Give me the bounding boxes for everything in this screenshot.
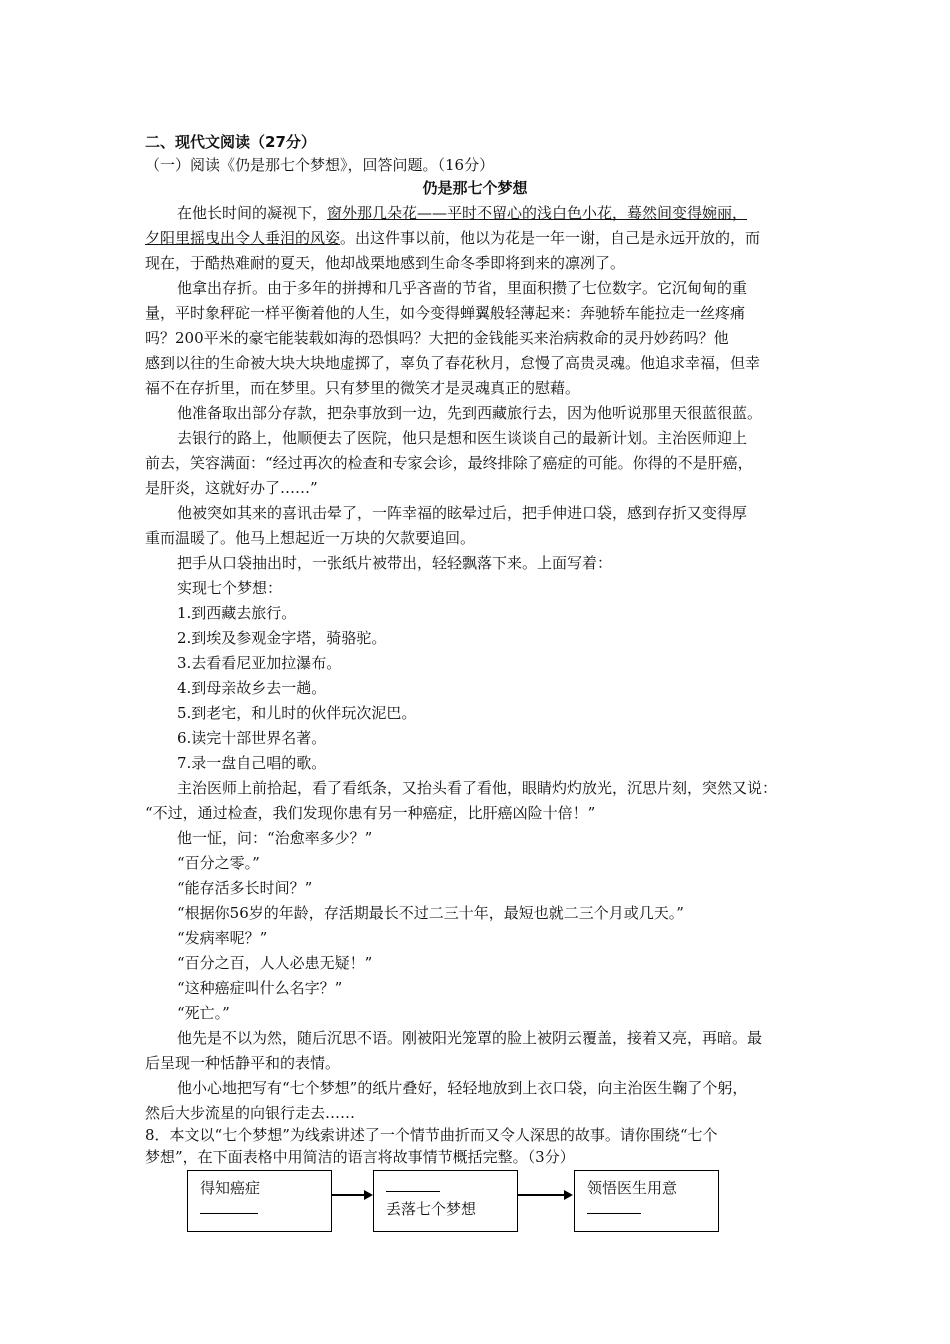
underlined-text: 夕阳里摇曳出令人垂泪的风姿: [145, 229, 341, 247]
paragraph-line: “能存活多长时间？”: [177, 879, 313, 897]
paragraph-line: 他被突如其来的喜讯击晕了，一阵幸福的眩晕过后，把手伸进口袋，感到存折又变得厚: [177, 504, 748, 522]
flow-box-1: [187, 1170, 332, 1232]
paragraph-line: “这种癌症叫什么名字？”: [177, 979, 343, 997]
paragraph-line: 把手从口袋抽出时，一张纸片被带出，轻轻飘落下来。上面写着：: [177, 554, 613, 572]
answer-blank[interactable]: [386, 1191, 440, 1192]
paragraph-text: 。出这件事以前，他以为花是一年一谢，自己是永远开放的，而: [340, 229, 761, 247]
paragraph-line: 主治医师上前拾起，看了看纸条，又抬头看了看他，眼睛灼灼放光，沉思片刻，突然又说：: [177, 779, 778, 797]
flow-box-label: 领悟医生用意: [587, 1179, 678, 1197]
paragraph-line: “根据你56岁的年龄，存活期最长不过二三十年，最短也就二三个月或几天。”: [177, 904, 684, 922]
paragraph-line: 3.去看看尼亚加拉瀑布。: [177, 654, 342, 672]
paragraph-line: 是肝炎，这就好办了……”: [145, 479, 318, 497]
paragraph-line: 实现七个梦想：: [177, 579, 283, 597]
flow-box-label: 丢落七个梦想: [386, 1200, 477, 1218]
arrow-head-icon: [564, 1190, 573, 1200]
paragraph-line: 吗？200平米的豪宅能装载如海的恐惧吗？大把的金钱能买来治病救命的灵丹妙药吗？他: [145, 329, 729, 347]
paragraph-line: 5.到老宅，和儿时的伙伴玩次泥巴。: [177, 704, 417, 722]
paragraph-line: 前去，笑容满面：“经过再次的检查和专家会诊，最终排除了癌症的可能。你得的不是肝癌，: [145, 454, 753, 472]
paragraph-line: 去银行的路上，他顺便去了医院，他只是想和医生谈谈自己的最新计划。主治医师迎上: [177, 429, 748, 447]
question-line: 8．本文以“七个梦想”为线索讲述了一个情节曲折而又令人深思的故事。请你围绕“七个: [145, 1126, 718, 1144]
paragraph-line: 感到以往的生命被大块大块地虚掷了，辜负了春花秋月，怠慢了高贵灵魂。他追求幸福，但幸: [145, 354, 761, 372]
paragraph-line: 4.到母亲故乡去一趟。: [177, 679, 327, 697]
paragraph-line: 量，平时象秤砣一样平衡着他的人生，如今变得蝉翼般轻薄起来：奔驰轿车能拉走一丝疼痛: [145, 304, 746, 322]
sub-title: （一）阅读《仍是那七个梦想》，回答问题。（16分）: [145, 156, 495, 174]
paragraph-line: 2.到埃及参观金字塔，骑骆驼。: [177, 629, 387, 647]
paragraph-line: 福不在存折里，而在梦里。只有梦里的微笑才是灵魂真正的慰藉。: [145, 379, 581, 397]
flow-box-3: [574, 1170, 719, 1232]
story-title: 仍是那七个梦想: [422, 179, 528, 197]
arrow-head-icon: [364, 1190, 373, 1200]
paragraph-line: 他准备取出部分存款，把杂事放到一边，先到西藏旅行去，因为他听说那里天很蓝很蓝。: [177, 404, 763, 422]
paragraph-line: “百分之百，人人必患无疑！”: [177, 954, 373, 972]
paragraph-line: “不过，通过检查，我们发现你患有另一种癌症，比肝癌凶险十倍！”: [145, 804, 596, 822]
question-line: 梦想”，在下面表格中用简洁的语言将故事情节概括完整。（3分）: [145, 1148, 575, 1166]
paragraph-line: “发病率呢？”: [177, 929, 268, 947]
paragraph-line: 后呈现一种恬静平和的表情。: [145, 1054, 341, 1072]
paragraph-line: “百分之零。”: [177, 854, 260, 872]
section-title: 二、现代文阅读（27分）: [145, 133, 316, 151]
paragraph-line: 重而温暖了。他马上想起近一万块的欠款要追回。: [145, 529, 476, 547]
paragraph-line: “死亡。”: [177, 1004, 230, 1022]
flow-box-2: [373, 1170, 518, 1232]
paragraph-line: 他拿出存折。由于多年的拼搏和几乎吝啬的节省，里面积攒了七位数字。它沉甸甸的重: [177, 279, 748, 297]
paragraph-line: 1.到西藏去旅行。: [177, 604, 297, 622]
underlined-text: 窗外那几朵花——平时不留心的浅白色小花，蓦然间变得婉丽，: [327, 204, 748, 222]
paragraph-line: 他先是不以为然，随后沉思不语。刚被阳光笼罩的脸上被阴云覆盖，接着又亮，再暗。最: [177, 1029, 763, 1047]
paragraph-line: 他一怔，问：“治愈率多少？”: [177, 829, 373, 847]
paragraph-line: 现在，于酷热难耐的夏天，他却战栗地感到生命冬季即将到来的凛冽了。: [145, 254, 626, 272]
paragraph-line: [177, 203, 747, 223]
paragraph-line: 6.读完十部世界名著。: [177, 729, 327, 747]
flow-box-label: 得知癌症: [200, 1179, 261, 1197]
arrow-line: [332, 1194, 365, 1196]
paragraph-line: 然后大步流星的向银行走去……: [145, 1104, 356, 1122]
paragraph-text: 在他长时间的凝视下，: [177, 204, 328, 222]
paragraph-line: [145, 228, 760, 248]
arrow-line: [518, 1194, 565, 1196]
answer-blank[interactable]: [200, 1213, 258, 1214]
paragraph-line: 他小心地把写有“七个梦想”的纸片叠好，轻轻地放到上衣口袋，向主治医生鞠了个躬，: [177, 1079, 748, 1097]
answer-blank[interactable]: [587, 1213, 641, 1214]
paragraph-line: 7.录一盘自己唱的歌。: [177, 754, 327, 772]
